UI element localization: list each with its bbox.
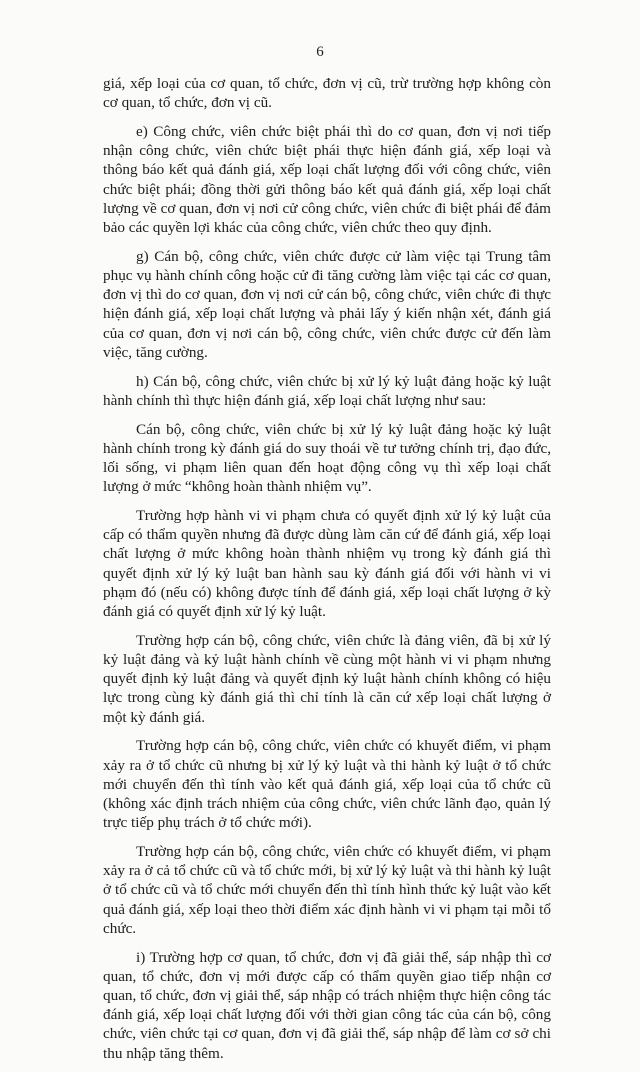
paragraph-h-case-1: Cán bộ, công chức, viên chức bị xử lý kỷ luật đảng hoặc kỷ luật hành chính trong kỳ đánh giá do suy thoái về tư tưởng chính trị, đạo đức, lối sống, vi phạm liên quan đến hoạt động công vụ thì xếp loại chất lượng ở mức “không hoàn thành nhiệm vụ”. bbox=[103, 420, 551, 496]
paragraph-h-case-5: Trường hợp cán bộ, công chức, viên chức có khuyết điểm, vi phạm xảy ra ở cả tổ chức cũ và tổ chức mới, bị xử lý kỷ luật và thi hành kỷ luật ở tổ chức cũ và tổ chức mới chuyển đến thì tính hình thức kỷ luật vào kết quả đánh giá, xếp loại theo thời điểm xác định hành vi vi phạm tại mỗi tổ chức. bbox=[103, 843, 551, 937]
page-number: 6 bbox=[316, 44, 324, 60]
paragraph-e-seconded-staff: e) Công chức, viên chức biệt phái thì do cơ quan, đơn vị nơi tiếp nhận công chức, viên chức biệt phái thực hiện đánh giá, xếp loại và thông báo kết quả đánh giá, xếp loại chất lượng đối với công chức, viên chức biệt phái; đồng thời gửi thông báo kết quả đánh giá, xếp loại chất lượng về cơ quan, đơn vị nơi cử công chức, viên chức đi biệt phái để đảm bảo các quyền lợi khác của công chức, viên chức theo quy định. bbox=[103, 123, 551, 237]
document-body bbox=[103, 74, 551, 1072]
paragraph-g-public-service-center: g) Cán bộ, công chức, viên chức được cử làm việc tại Trung tâm phục vụ hành chính công hoặc cử đi tăng cường làm việc tại các cơ quan, đơn vị thì do cơ quan, đơn vị nơi cử cán bộ, công chức, viên chức đi thực hiện đánh giá, xếp loại chất lượng và phải lấy ý kiến nhận xét, đánh giá của cơ quan, đơn vị nơi cán bộ, công chức, viên chức được cử đến làm việc, tăng cường. bbox=[103, 247, 551, 361]
paragraph-i-dissolved-units: i) Trường hợp cơ quan, tổ chức, đơn vị đã giải thể, sáp nhập thì cơ quan, tổ chức, đơn vị mới được cấp có thẩm quyền giao tiếp nhận cơ quan, tổ chức, đơn vị giải thể, sáp nhập có trách nhiệm thực hiện công tác đánh giá, xếp loại chất lượng đối với thời gian công tác của cán bộ, công chức, viên chức tại cơ quan, đơn vị đã giải thể, sáp nhập để làm cơ sở chi thu nhập tăng thêm. bbox=[103, 948, 551, 1062]
paragraph-h-case-3: Trường hợp cán bộ, công chức, viên chức là đảng viên, đã bị xử lý kỷ luật đảng và kỷ luật hành chính về cùng một hành vi vi phạm nhưng quyết định kỷ luật đảng và quyết định kỷ luật hành chính không có hiệu lực trong cùng kỳ đánh giá thì chỉ tính là căn cứ xếp loại chất lượng ở một kỳ đánh giá. bbox=[103, 631, 551, 726]
paragraph-h-case-4: Trường hợp cán bộ, công chức, viên chức có khuyết điểm, vi phạm xảy ra ở tổ chức cũ nhưng bị xử lý kỷ luật và thi hành kỷ luật ở tổ chức mới chuyển đến thì tính vào kết quả đánh giá, xếp loại của tổ chức cũ (không xác định trách nhiệm của công chức, viên chức lãnh đạo, quản lý trực tiếp phụ trách ở tổ chức mới). bbox=[103, 737, 551, 832]
paragraph-h-case-2: Trường hợp hành vi vi phạm chưa có quyết định xử lý kỷ luật của cấp có thẩm quyền nhưng đã được dùng làm căn cứ để đánh giá, xếp loại chất lượng ở mức không hoàn thành nhiệm vụ trong kỳ đánh giá thì quyết định xử lý kỷ luật ban hành sau kỳ đánh giá đối với hành vi vi phạm đó (nếu có) không được tính để đánh giá, xếp loại chất lượng ở kỳ đánh giá có quyết định xử lý kỷ luật. bbox=[103, 507, 551, 621]
paragraph-continuation: giá, xếp loại của cơ quan, tổ chức, đơn vị cũ, trừ trường hợp không còn cơ quan, tổ chức, đơn vị cũ. bbox=[103, 75, 551, 112]
paragraph-h-disciplined-staff: h) Cán bộ, công chức, viên chức bị xử lý kỷ luật đảng hoặc kỷ luật hành chính thì thực hiện đánh giá, xếp loại chất lượng như sau: bbox=[103, 372, 551, 409]
